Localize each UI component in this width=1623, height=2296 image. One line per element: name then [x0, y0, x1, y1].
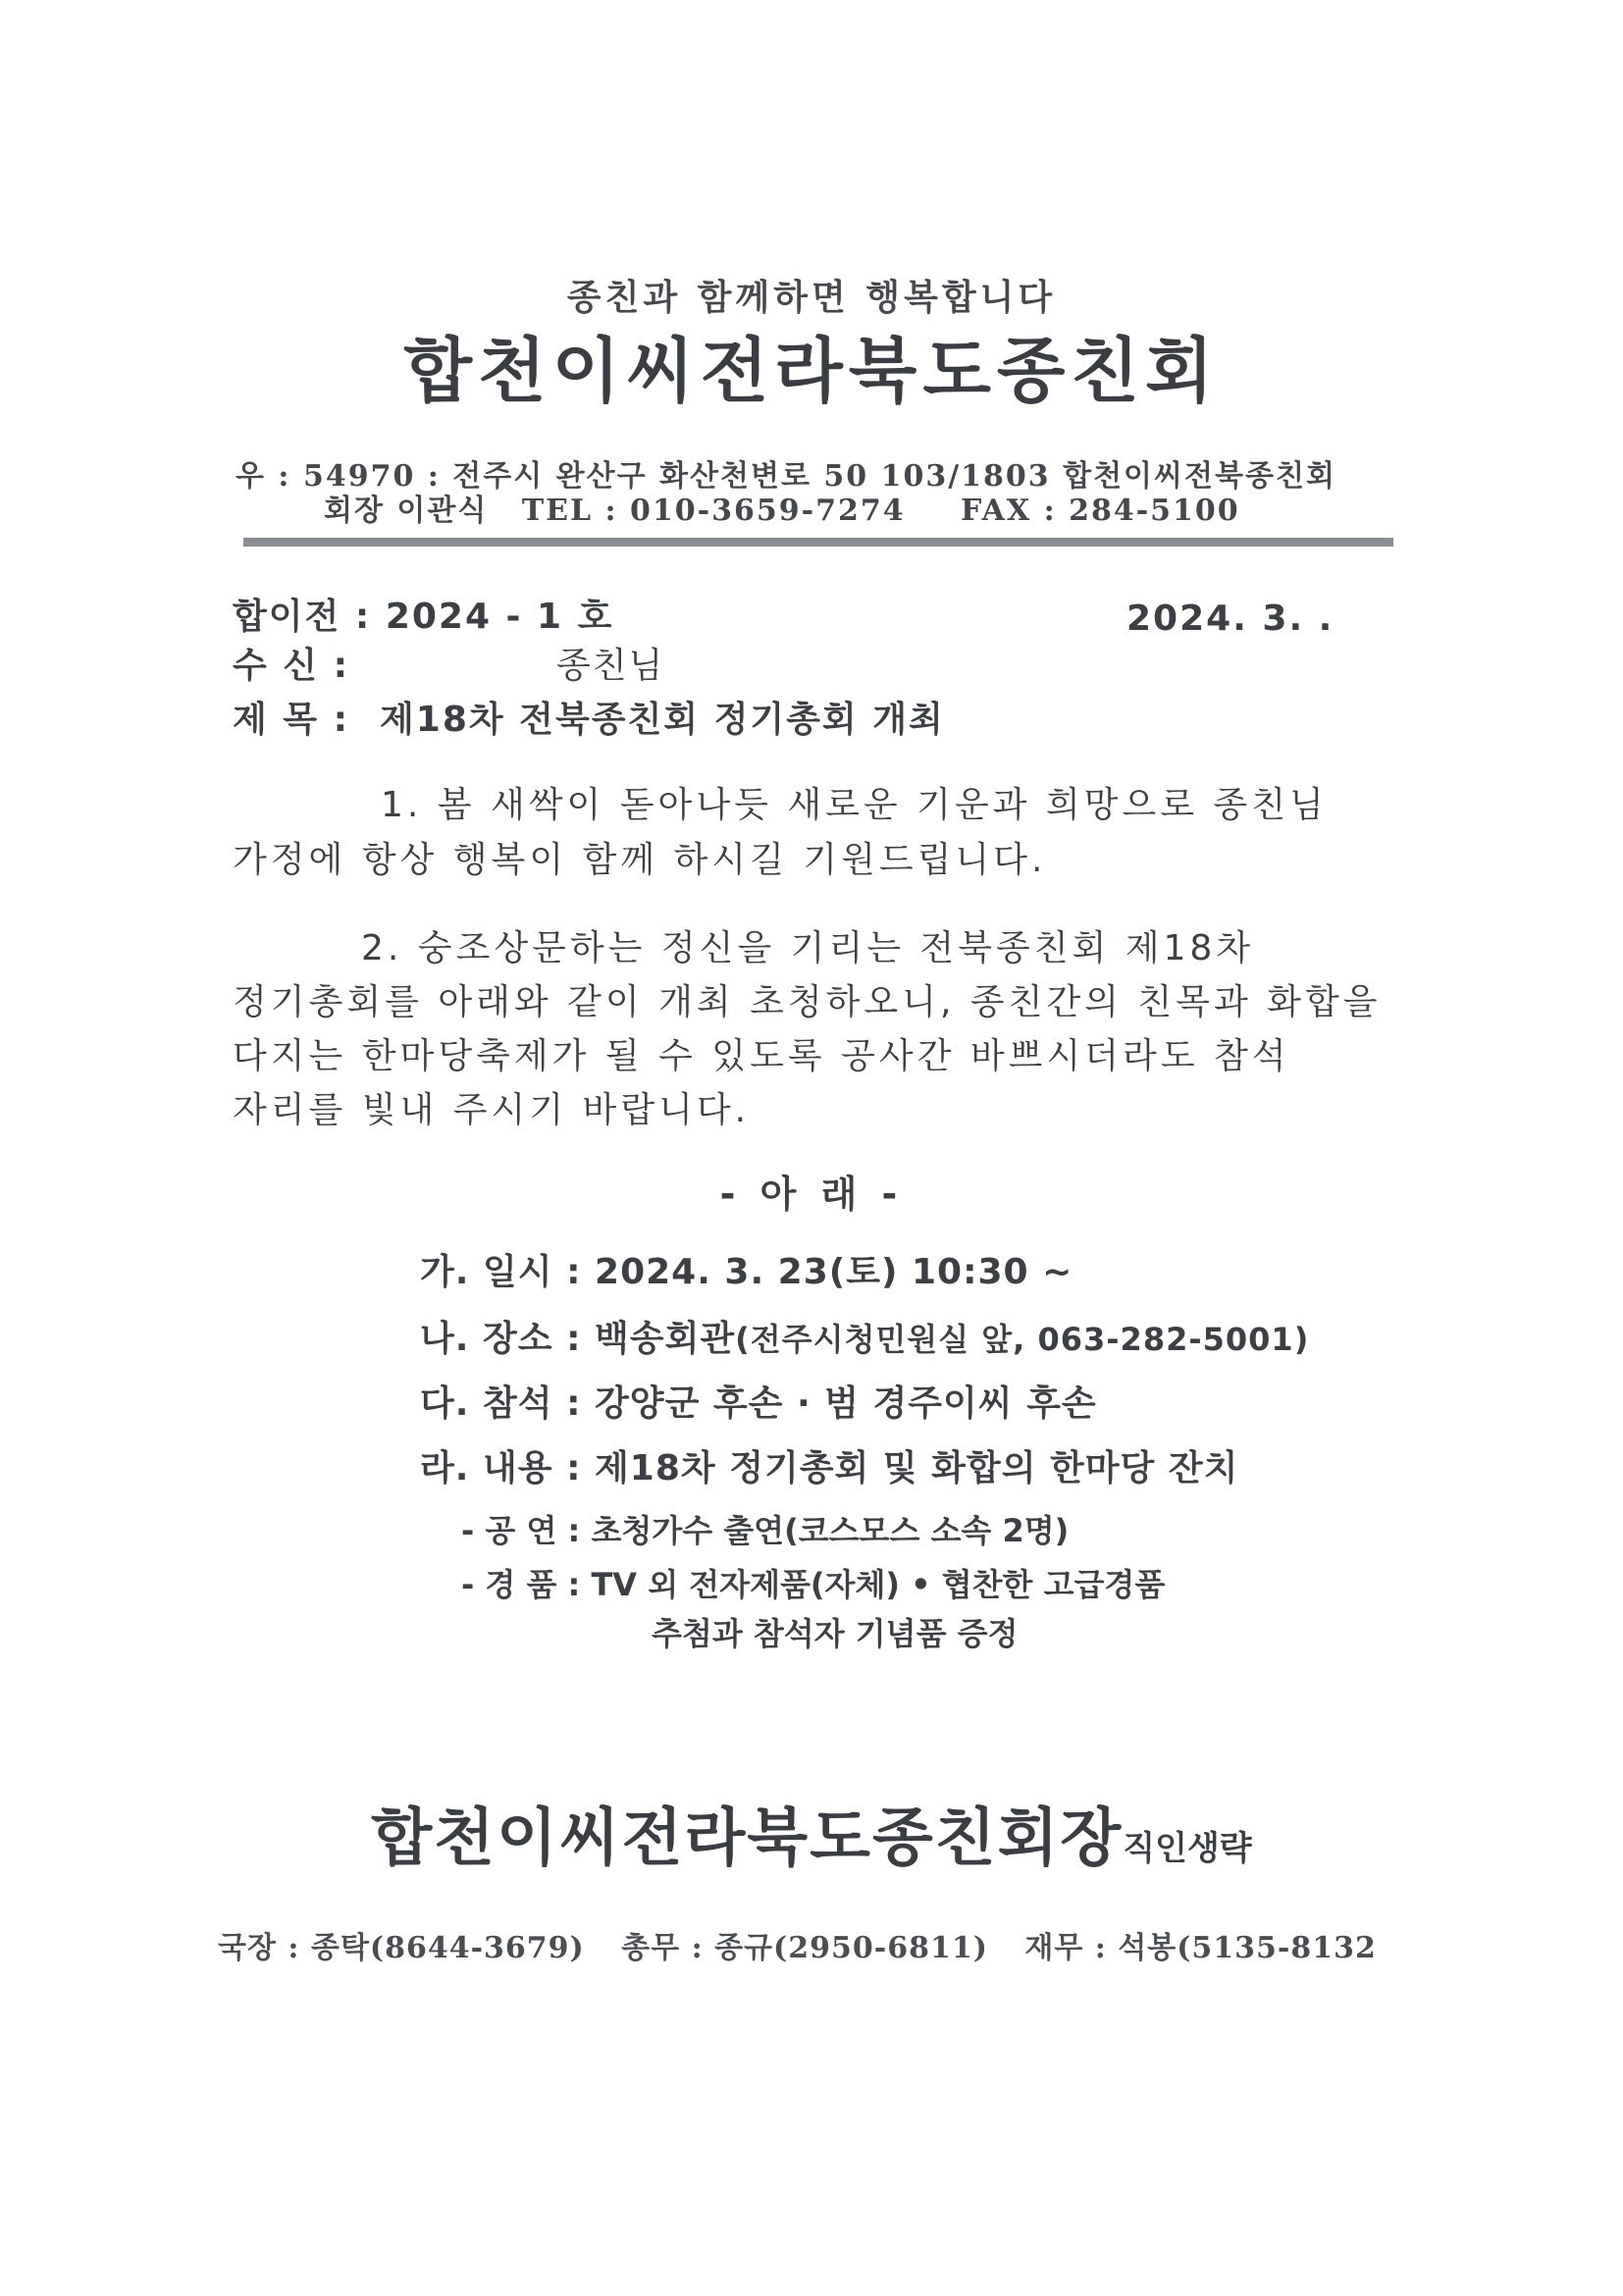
tel-number: TEL : 010-3659-7274	[521, 494, 906, 528]
slogan: 종친과 함께하면 행복합니다	[566, 277, 1057, 318]
detail-value: 강양군 후손 · 범 경주이씨 후손	[595, 1383, 1097, 1424]
detail-note: (전주시청민원실 앞, 063-282-5001)	[735, 1321, 1310, 1358]
document-number: 2024 - 1 호	[385, 597, 614, 637]
contact-treasurer: 재무 : 석봉(5135-8132	[1024, 1931, 1377, 1965]
paragraph-1-line-1: 1. 봄 새싹이 돋아나듯 새로운 기운과 희망으로 종친님	[381, 785, 1328, 825]
address-line: 우 : 54970 : 전주시 완산구 화산천변로 50 103/1803 합천이씨전북종친회	[236, 459, 1336, 494]
president-name: 회장 이관식	[324, 494, 489, 528]
recipient-row	[233, 638, 664, 688]
sub-label: - 공 연 :	[461, 1512, 581, 1549]
paragraph-2-line-4: 자리를 빛내 주시기 바랍니다.	[233, 1090, 751, 1130]
contact-line	[324, 486, 1240, 529]
header-divider	[243, 538, 1393, 547]
detail-label: 라. 내용 :	[420, 1448, 582, 1488]
contact-list	[218, 1923, 1377, 1966]
sub-label: - 경 품 :	[461, 1566, 581, 1603]
org-title: 합천이씨전라북도종친회	[403, 330, 1220, 412]
recipient-value: 종친님	[556, 646, 665, 686]
detail-value: 2024. 3. 23(토) 10:30 ~	[595, 1252, 1073, 1292]
detail-label: 가. 일시 :	[420, 1252, 582, 1292]
recipient-label: 수 신 :	[233, 646, 350, 686]
document-date: 2024. 3. .	[1126, 599, 1335, 639]
notice-heading: - 아 래 -	[719, 1173, 904, 1216]
document-number-label: 합이전 :	[233, 597, 372, 637]
contact-secretary: 총무 : 종규(2950-6811)	[621, 1931, 988, 1965]
detail-value: 제18차 정기총회 및 화합의 한마당 잔치	[595, 1448, 1239, 1488]
detail-item-content	[420, 1440, 1238, 1490]
sub-value: TV 외 전자제품(자체) • 협찬한 고급경품	[591, 1566, 1166, 1603]
contact-director: 국장 : 종탁(8644-3679)	[218, 1931, 585, 1965]
paragraph-2-line-2: 정기총회를 아래와 같이 개최 초청하오니, 종친간의 친목과 화합을	[233, 982, 1382, 1022]
sub-item-prizes	[461, 1560, 1165, 1605]
paragraph-2-line-3: 다지는 한마당축제가 될 수 있도록 공사간 바쁘시더라도 참석	[233, 1036, 1290, 1076]
sub-item-prizes-continued: 추첨과 참석자 기념품 증정	[652, 1615, 1019, 1652]
sub-value: 초청가수 출연(코스모스 소속 2명)	[591, 1512, 1070, 1549]
subject-value: 제18차 전북종친회 정기총회 개최	[380, 700, 945, 740]
detail-label: 나. 장소 :	[420, 1319, 582, 1359]
detail-item-attendance	[420, 1376, 1097, 1426]
document-number-row	[233, 589, 613, 639]
subject-label: 제 목 :	[233, 700, 350, 740]
paragraph-2-line-1: 2. 숭조상문하는 정신을 기리는 전북종친회 제18차	[361, 928, 1255, 968]
signatory-name: 합천이씨전라북도종친회장	[371, 1802, 1124, 1875]
detail-label: 다. 참석 :	[420, 1383, 582, 1424]
sub-item-performance	[461, 1506, 1069, 1551]
fax-number: FAX : 284-5100	[961, 494, 1240, 528]
subject-row	[233, 692, 945, 742]
signature-block	[0, 1788, 1623, 1878]
seal-omitted-note: 직인생략	[1123, 1829, 1252, 1868]
detail-value: 백송회관	[595, 1319, 736, 1359]
paragraph-1-line-2: 가정에 항상 행복이 함께 하시길 기원드립니다.	[233, 840, 1047, 880]
detail-item-date	[420, 1244, 1073, 1294]
detail-item-place	[420, 1311, 1309, 1361]
